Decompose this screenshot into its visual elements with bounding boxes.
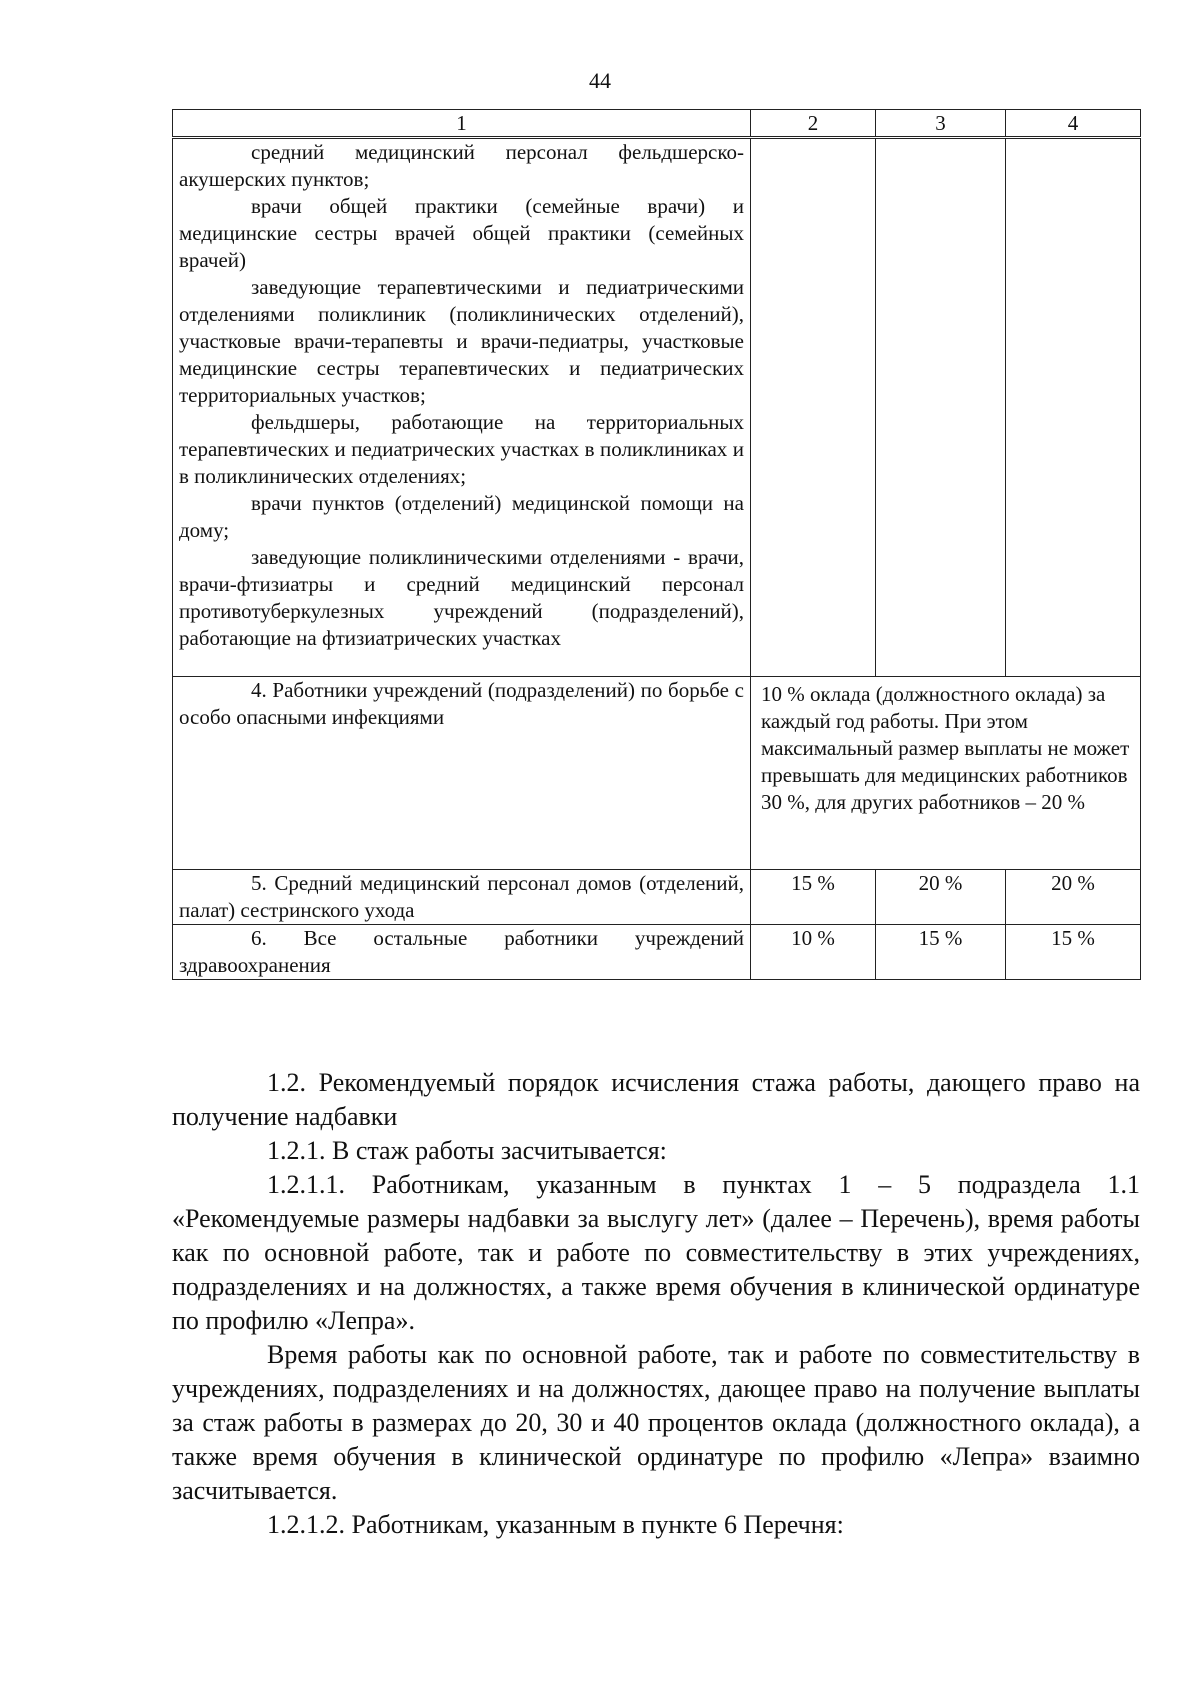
empty-cell: [1006, 138, 1141, 677]
row-4-label-text: 4. Работники учреждений (подразделений) по борьбе с особо опасными инфекциями: [179, 678, 744, 729]
list-item: врачи общей практики (семейные врачи) и медицинские сестры врачей общей практики (семейных врачей): [179, 194, 744, 272]
header-cell-2: 2: [751, 110, 876, 138]
row-5-value-col2: 15 %: [751, 870, 876, 925]
list-item: заведующие поликлиническими отделениями - врачи, врачи-фтизиатры и средний медицинский персонал противотуберкулезных учреждений (подразделений), работающие на фтизиатрических участках: [179, 545, 744, 650]
paragraph: Время работы как по основной работе, так и работе по совместительству в учреждениях, подразделениях и на должностях, дающее право на получение выплаты за стаж работы в размерах до 20, 30 и 40 процентов оклада (должностного оклада), а также время обучения в клинической ординатуре по профилю «Лепра» взаимно засчитывается.: [172, 1340, 1140, 1505]
list-item: врачи пунктов (отделений) медицинской помощи на дому;: [179, 491, 744, 542]
empty-cell: [751, 138, 876, 677]
row-5-value-col3: 20 %: [876, 870, 1006, 925]
page-number: 44: [589, 68, 611, 93]
table-row-4: [173, 677, 1141, 870]
table-header-row: [173, 110, 1141, 138]
row-5-label: [173, 870, 751, 925]
table-row-continuation: [173, 138, 1141, 677]
table-row-5: [173, 870, 1141, 925]
continuation-cell: [173, 138, 751, 677]
paragraph: 1.2. Рекомендуемый порядок исчисления стажа работы, дающего право на получение надбавки: [172, 1068, 1140, 1131]
header-cell-1: 1: [173, 110, 751, 138]
paragraph: 1.2.1.1. Работникам, указанным в пунктах 1 – 5 подраздела 1.1 «Рекомендуемые размеры надбавки за выслугу лет» (далее – Перечень), время работы как по основной работе, так и работе по совместительству в этих учреждениях, подразделениях и на должностях, а также время обучения в клинической ординатуре по профилю «Лепра».: [172, 1170, 1140, 1335]
row-6-value-col2: 10 %: [751, 925, 876, 980]
paragraph: 1.2.1. В стаж работы засчитывается:: [267, 1136, 667, 1165]
row-6-value-col4: 15 %: [1006, 925, 1141, 980]
header-cell-4: 4: [1006, 110, 1141, 138]
list-item: средний медицинский персонал фельдшерско-акушерских пунктов;: [179, 140, 744, 191]
header-cell-3: 3: [876, 110, 1006, 138]
list-item: заведующие терапевтическими и педиатрическими отделениями поликлиник (поликлинических отделений), участковые врачи-терапевты и врачи-педиатры, участковые медицинские сестры терапевтических и педиатрических территориальных участков;: [179, 275, 744, 407]
empty-cell: [876, 138, 1006, 677]
row-4-label: [173, 677, 751, 870]
list-item: фельдшеры, работающие на территориальных терапевтических и педиатрических участках в поликлиниках и в поликлинических отделениях;: [179, 410, 744, 488]
paragraph: 1.2.1.2. Работникам, указанным в пункте 6 Перечня:: [267, 1510, 844, 1539]
body-text: [172, 1066, 1140, 1542]
allowance-table: [172, 109, 1141, 980]
row-6-label: [173, 925, 751, 980]
row-5-value-col4: 20 %: [1006, 870, 1141, 925]
row-5-label-text: 5. Средний медицинский персонал домов (отделений, палат) сестринского ухода: [179, 871, 744, 922]
row-6-value-col3: 15 %: [876, 925, 1006, 980]
row-6-label-text: 6. Все остальные работники учреждений здравоохранения: [179, 926, 744, 977]
row-4-rate: 10 % оклада (должностного оклада) за каждый год работы. При этом максимальный размер выплаты не может превышать для медицинских работников 30 %, для других работников – 20 %: [751, 677, 1141, 870]
table-row-6: [173, 925, 1141, 980]
